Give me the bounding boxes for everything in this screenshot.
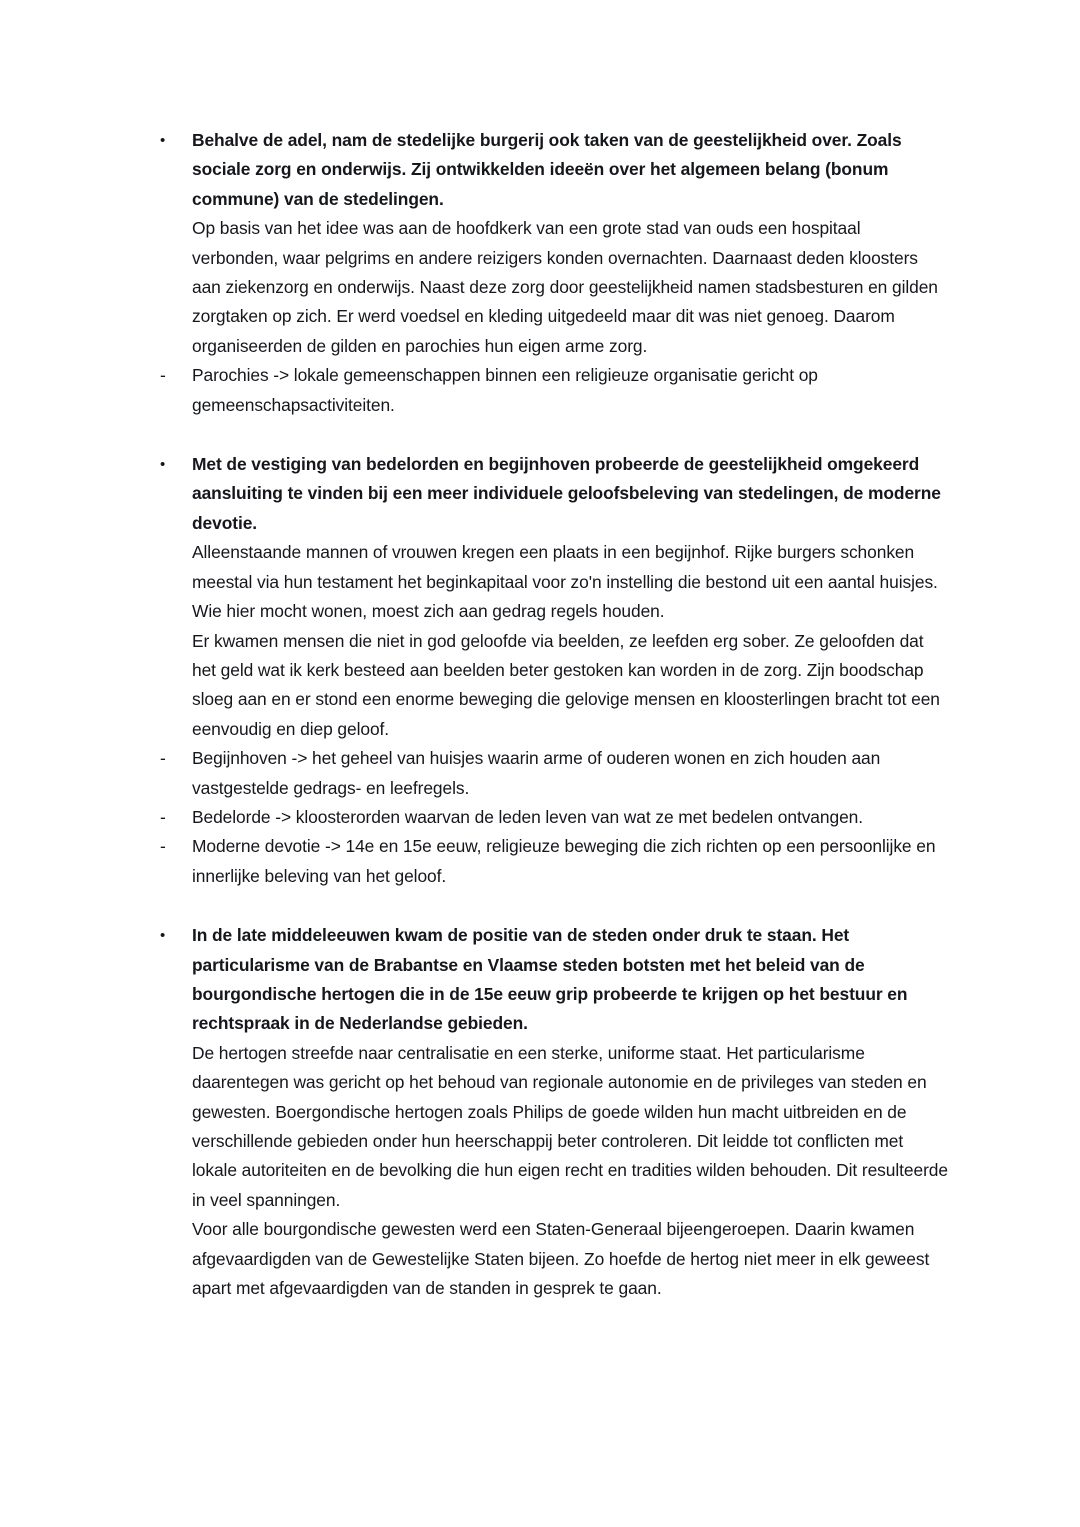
dash-list-item	[160, 803, 950, 832]
section-particularisme	[160, 921, 950, 1303]
dash-list-item	[160, 832, 950, 891]
document-body	[160, 126, 950, 1303]
dash-marker-icon: -	[160, 836, 166, 857]
bullet-list-item	[160, 921, 950, 1303]
bullet-body-text: Op basis van het idee was aan de hoofdkerk van een grote stad van ouds een hospitaal verbonden, waar pelgrims en andere reizigers konden overnachten. Daarnaast deden kloosters aan ziekenzorg en onderwijs. Naast deze zorg door geestelijkheid namen stadsbesturen en gilden zorgtaken op zich. Er werd voedsel en kleding uitgedeeld maar dit was niet genoeg. Daarom organiseerden de gilden en parochies hun eigen arme zorg.	[192, 218, 938, 356]
dash-item-text: Bedelorde -> kloosterorden waarvan de leden leven van wat ze met bedelen ontvangen.	[192, 806, 863, 827]
bullet-lead-text: Behalve de adel, nam de stedelijke burgerij ook taken van de geestelijkheid over. Zoals sociale zorg en onderwijs. Zij ontwikkelden ideeën over het algemeen belang (bonum commune) van de stedelingen.	[192, 130, 902, 209]
dash-marker-icon: -	[160, 748, 166, 769]
bullet-lead-text: Met de vestiging van bedelorden en begijnhoven probeerde de geestelijkheid omgekeerd aansluiting te vinden bij een meer individuele geloofsbeleving van stedelingen, de moderne devotie.	[192, 454, 941, 533]
bullet-list-item	[160, 126, 950, 361]
bullet-marker-icon: •	[160, 132, 166, 149]
bullet-body-paragraph: Alleenstaande mannen of vrouwen kregen een plaats in een begijnhof. Rijke burgers schonken meestal via hun testament het beginkapitaal voor zo'n instelling die bestond uit een aantal huisjes. Wie hier mocht wonen, moest zich aan gedrag regels houden.	[192, 542, 938, 622]
bullet-body-paragraph: Er kwamen mensen die niet in god geloofde via beelden, ze leefden erg sober. Ze geloofden dat het geld wat ik kerk besteed aan beelden beter gestoken kan worden in de zorg. Zijn boodschap sloeg aan en er stond een enorme beweging die gelovige mensen en kloosterlingen bracht tot een eenvoudig en diep geloof.	[192, 630, 940, 739]
dash-item-text: Begijnhoven -> het geheel van huisjes waarin arme of ouderen wonen en zich houden aan vastgestelde gedrags- en leefregels.	[192, 748, 881, 798]
dash-marker-icon: -	[160, 365, 166, 386]
bullet-body-paragraph: Voor alle bourgondische gewesten werd een Staten-Generaal bijeengeroepen. Daarin kwamen afgevaardigden van de Gewestelijke Staten bijeen. Zo hoefde de hertog niet meer in elk geweest apart met afgevaardigden van de standen in gesprek te gaan.	[192, 1219, 930, 1299]
bullet-body-text	[192, 1039, 950, 1304]
section-burgerij	[160, 126, 950, 420]
dash-list-item	[160, 361, 950, 420]
dash-item-text: Parochies -> lokale gemeenschappen binnen een religieuze organisatie gericht op gemeenschapsactiviteiten.	[192, 365, 818, 415]
bullet-body-text	[192, 538, 950, 744]
dash-item-text: Moderne devotie -> 14e en 15e eeuw, religieuze beweging die zich richten op een persoonlijke en innerlijke beleving van het geloof.	[192, 836, 936, 886]
bullet-list-item	[160, 450, 950, 744]
bullet-body-paragraph: De hertogen streefde naar centralisatie en een sterke, uniforme staat. Het particularisme daarentegen was gericht op het behoud van regionale autonomie en de privileges van steden en gewesten. Boergondische hertogen zoals Philips de goede wilden hun macht uitbreiden en de verschillende gebieden onder hun heerschappij beter controleren. Dit leidde tot conflicten met lokale autoriteiten en de bevolking die hun eigen recht en tradities wilden behouden. Dit resulteerde in veel spanningen.	[192, 1042, 948, 1210]
dash-list-item	[160, 744, 950, 803]
dash-marker-icon: -	[160, 806, 166, 827]
section-bedelorden	[160, 450, 950, 891]
bullet-marker-icon: •	[160, 456, 166, 474]
bullet-lead-text: In de late middeleeuwen kwam de positie van de steden onder druk te staan. Het particularisme van de Brabantse en Vlaamse steden botsten met het beleid van de bourgondische hertogen die in de 15e eeuw grip probeerde te krijgen op het bestuur en rechtspraak in de Nederlandse gebieden.	[192, 925, 908, 1034]
bullet-marker-icon: •	[160, 927, 166, 945]
